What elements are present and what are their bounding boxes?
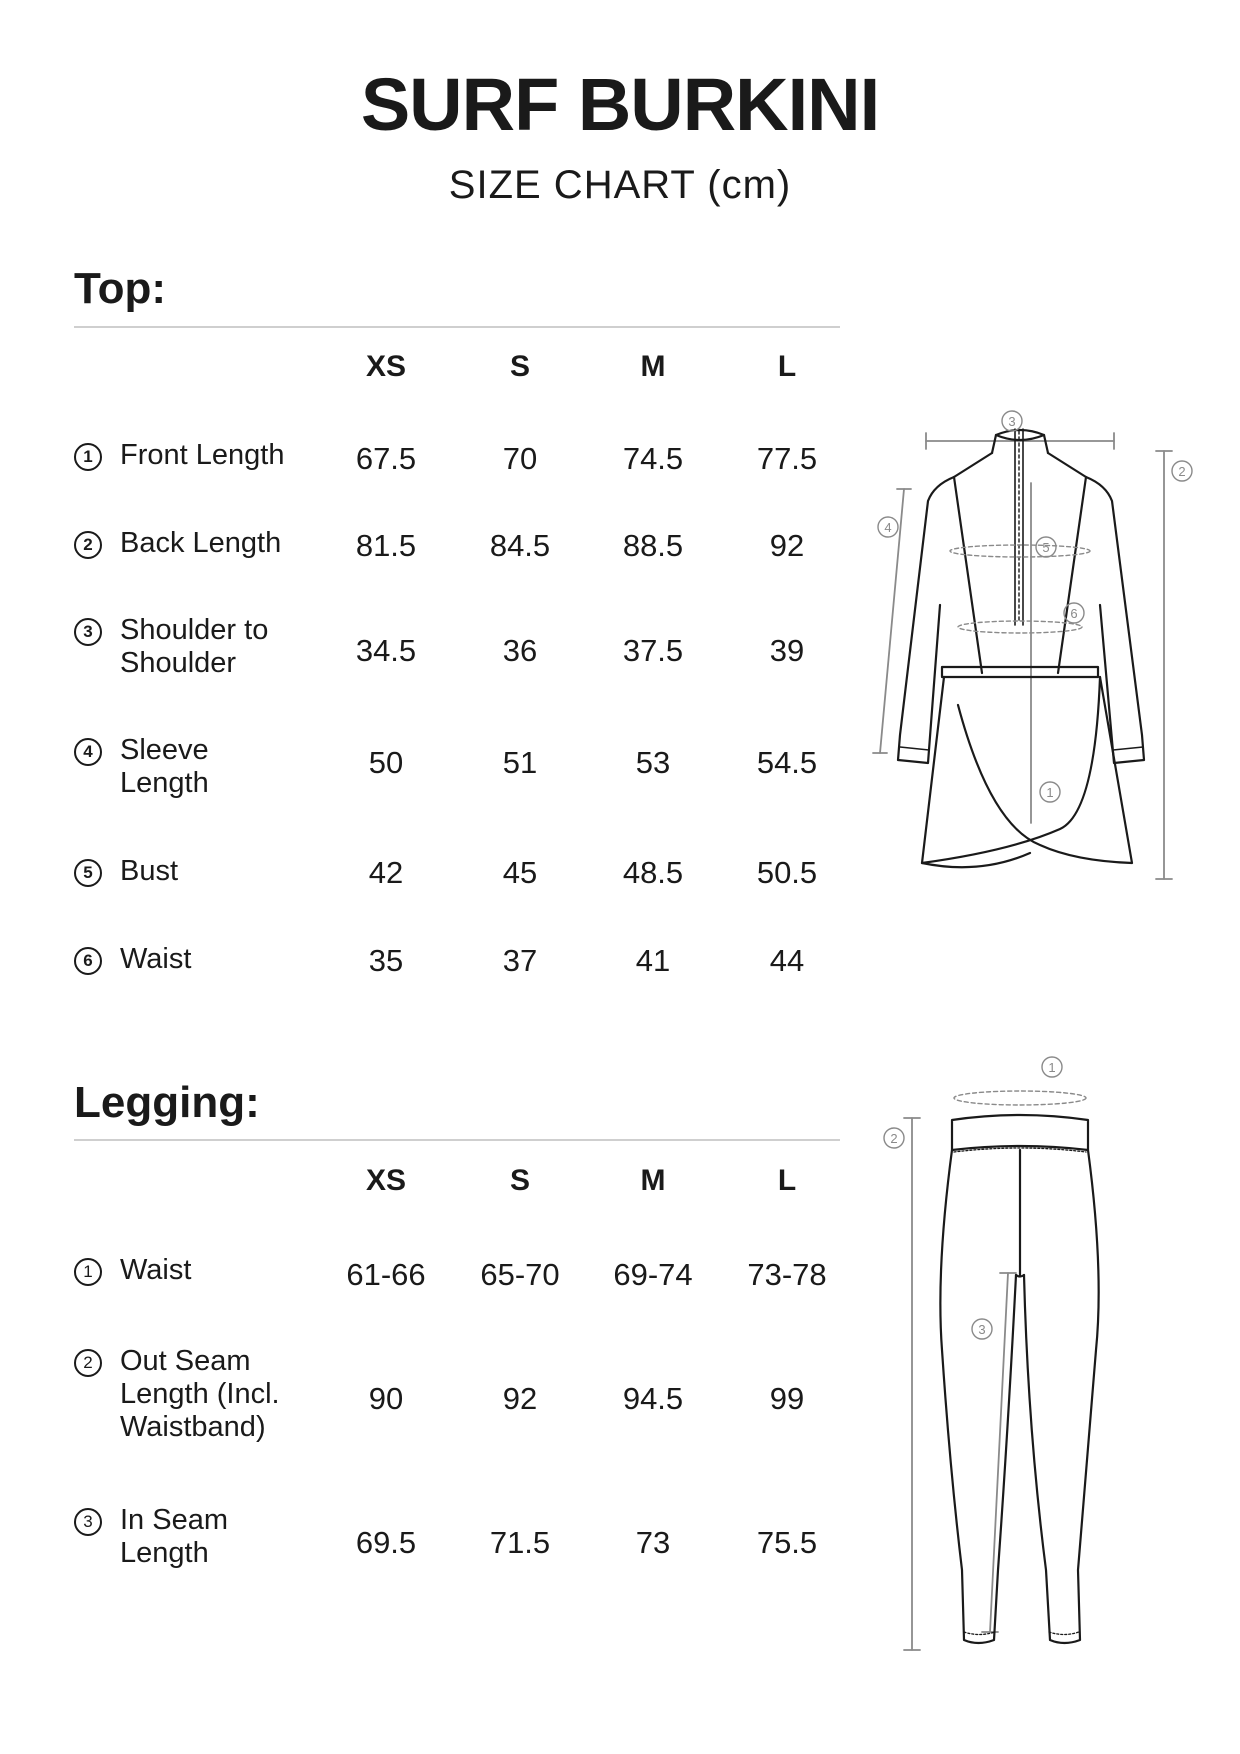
marker-5-label: 5 (1042, 540, 1050, 555)
marker-1-label: 1 (1046, 785, 1054, 800)
top-cell: 81.5 (355, 528, 417, 563)
label-line: Sleeve (120, 734, 209, 766)
top-cell: 35 (368, 943, 404, 978)
number-4-badge: 4 (74, 738, 102, 766)
top-cell: 54.5 (756, 745, 818, 780)
legging-cell: 71.5 (489, 1525, 551, 1560)
label-line: Waistband) (120, 1411, 266, 1443)
legging-cell: 69-74 (613, 1257, 693, 1292)
label-line: Back Length (120, 527, 282, 559)
top-cell: 74.5 (622, 441, 684, 476)
number-1-badge: 1 (74, 1258, 102, 1286)
top-row-label-waist (74, 943, 191, 976)
top-divider (74, 326, 840, 328)
top-cell: 45 (502, 855, 538, 890)
legging-col-l: L (777, 1164, 797, 1197)
top-cell: 53 (635, 745, 671, 780)
top-cell: 37.5 (622, 633, 684, 668)
marker-4-label: 4 (884, 520, 892, 535)
label-line: Length (120, 1537, 209, 1569)
label-line: Waist (120, 943, 192, 975)
label-line: Shoulder (120, 647, 237, 679)
top-col-s: S (509, 350, 530, 383)
top-cell: 77.5 (756, 441, 818, 476)
top-cell: 50 (368, 745, 404, 780)
number-6-badge: 6 (74, 947, 102, 975)
label-line: Bust (120, 855, 179, 887)
legging-cell: 90 (368, 1381, 404, 1416)
top-cell: 48.5 (622, 855, 684, 890)
legging-cell: 61-66 (346, 1257, 426, 1292)
legging-cell: 73-78 (747, 1257, 827, 1292)
label-line: Length (Incl. (120, 1378, 280, 1410)
top-row-label-back-length (74, 527, 281, 560)
top-cell: 50.5 (756, 855, 818, 890)
top-row-label-front-length (74, 439, 284, 472)
marker-3-label: 3 (1008, 414, 1016, 429)
legging-diagram (870, 1050, 1130, 1660)
top-cell: 88.5 (622, 528, 684, 563)
legging-col-xs: XS (365, 1164, 407, 1197)
top-cell: 36 (502, 633, 538, 668)
label-line: Front Length (120, 439, 285, 471)
page-subtitle: SIZE CHART (cm) (448, 163, 792, 207)
marker-3-label: 3 (978, 1322, 986, 1337)
legging-divider (74, 1139, 840, 1141)
top-row-label-shoulder-to-shoulder (74, 614, 268, 680)
label-line: Out Seam (120, 1345, 251, 1377)
legging-cell: 69.5 (355, 1525, 417, 1560)
top-cell: 34.5 (355, 633, 417, 668)
label-line: In Seam (120, 1504, 228, 1536)
top-cell: 67.5 (355, 441, 417, 476)
legging-cell: 99 (769, 1381, 805, 1416)
number-1-badge: 1 (74, 443, 102, 471)
top-cell: 92 (769, 528, 805, 563)
marker-1-label: 1 (1048, 1060, 1056, 1075)
legging-row-label-waist (74, 1254, 191, 1287)
marker-2-label: 2 (1178, 464, 1186, 479)
legging-cell: 75.5 (756, 1525, 818, 1560)
top-cell: 51 (502, 745, 538, 780)
legging-col-m: M (640, 1164, 666, 1197)
legging-cell: 92 (502, 1381, 538, 1416)
top-row-label-sleeve-length (74, 734, 209, 800)
label-line: Length (120, 767, 209, 799)
label-line: Shoulder to (120, 614, 269, 646)
marker-2-label: 2 (890, 1131, 898, 1146)
legging-cell: 94.5 (622, 1381, 684, 1416)
number-3-badge: 3 (74, 618, 102, 646)
legging-cell: 65-70 (480, 1257, 560, 1292)
legging-section-title: Legging: (74, 1078, 260, 1127)
label-line: Waist (120, 1254, 192, 1286)
top-cell: 42 (368, 855, 404, 890)
top-col-l: L (777, 350, 797, 383)
top-cell: 70 (502, 441, 538, 476)
number-3-badge: 3 (74, 1508, 102, 1536)
legging-col-s: S (509, 1164, 530, 1197)
top-row-label-bust (74, 855, 178, 888)
number-5-badge: 5 (74, 859, 102, 887)
top-cell: 44 (769, 943, 805, 978)
top-cell: 84.5 (489, 528, 551, 563)
number-2-badge: 2 (74, 531, 102, 559)
marker-6-label: 6 (1070, 606, 1078, 621)
top-section-title: Top: (74, 264, 167, 313)
top-cell: 39 (769, 633, 805, 668)
legging-cell: 73 (635, 1525, 671, 1560)
top-col-m: M (640, 350, 666, 383)
number-2-badge: 2 (74, 1349, 102, 1377)
top-cell: 41 (635, 943, 671, 978)
legging-row-label-out-seam (74, 1345, 280, 1444)
page-title: SURF BURKINI (360, 63, 880, 146)
legging-row-label-in-seam (74, 1504, 228, 1570)
top-garment-diagram (860, 405, 1200, 905)
top-col-xs: XS (365, 350, 407, 383)
top-cell: 37 (502, 943, 538, 978)
